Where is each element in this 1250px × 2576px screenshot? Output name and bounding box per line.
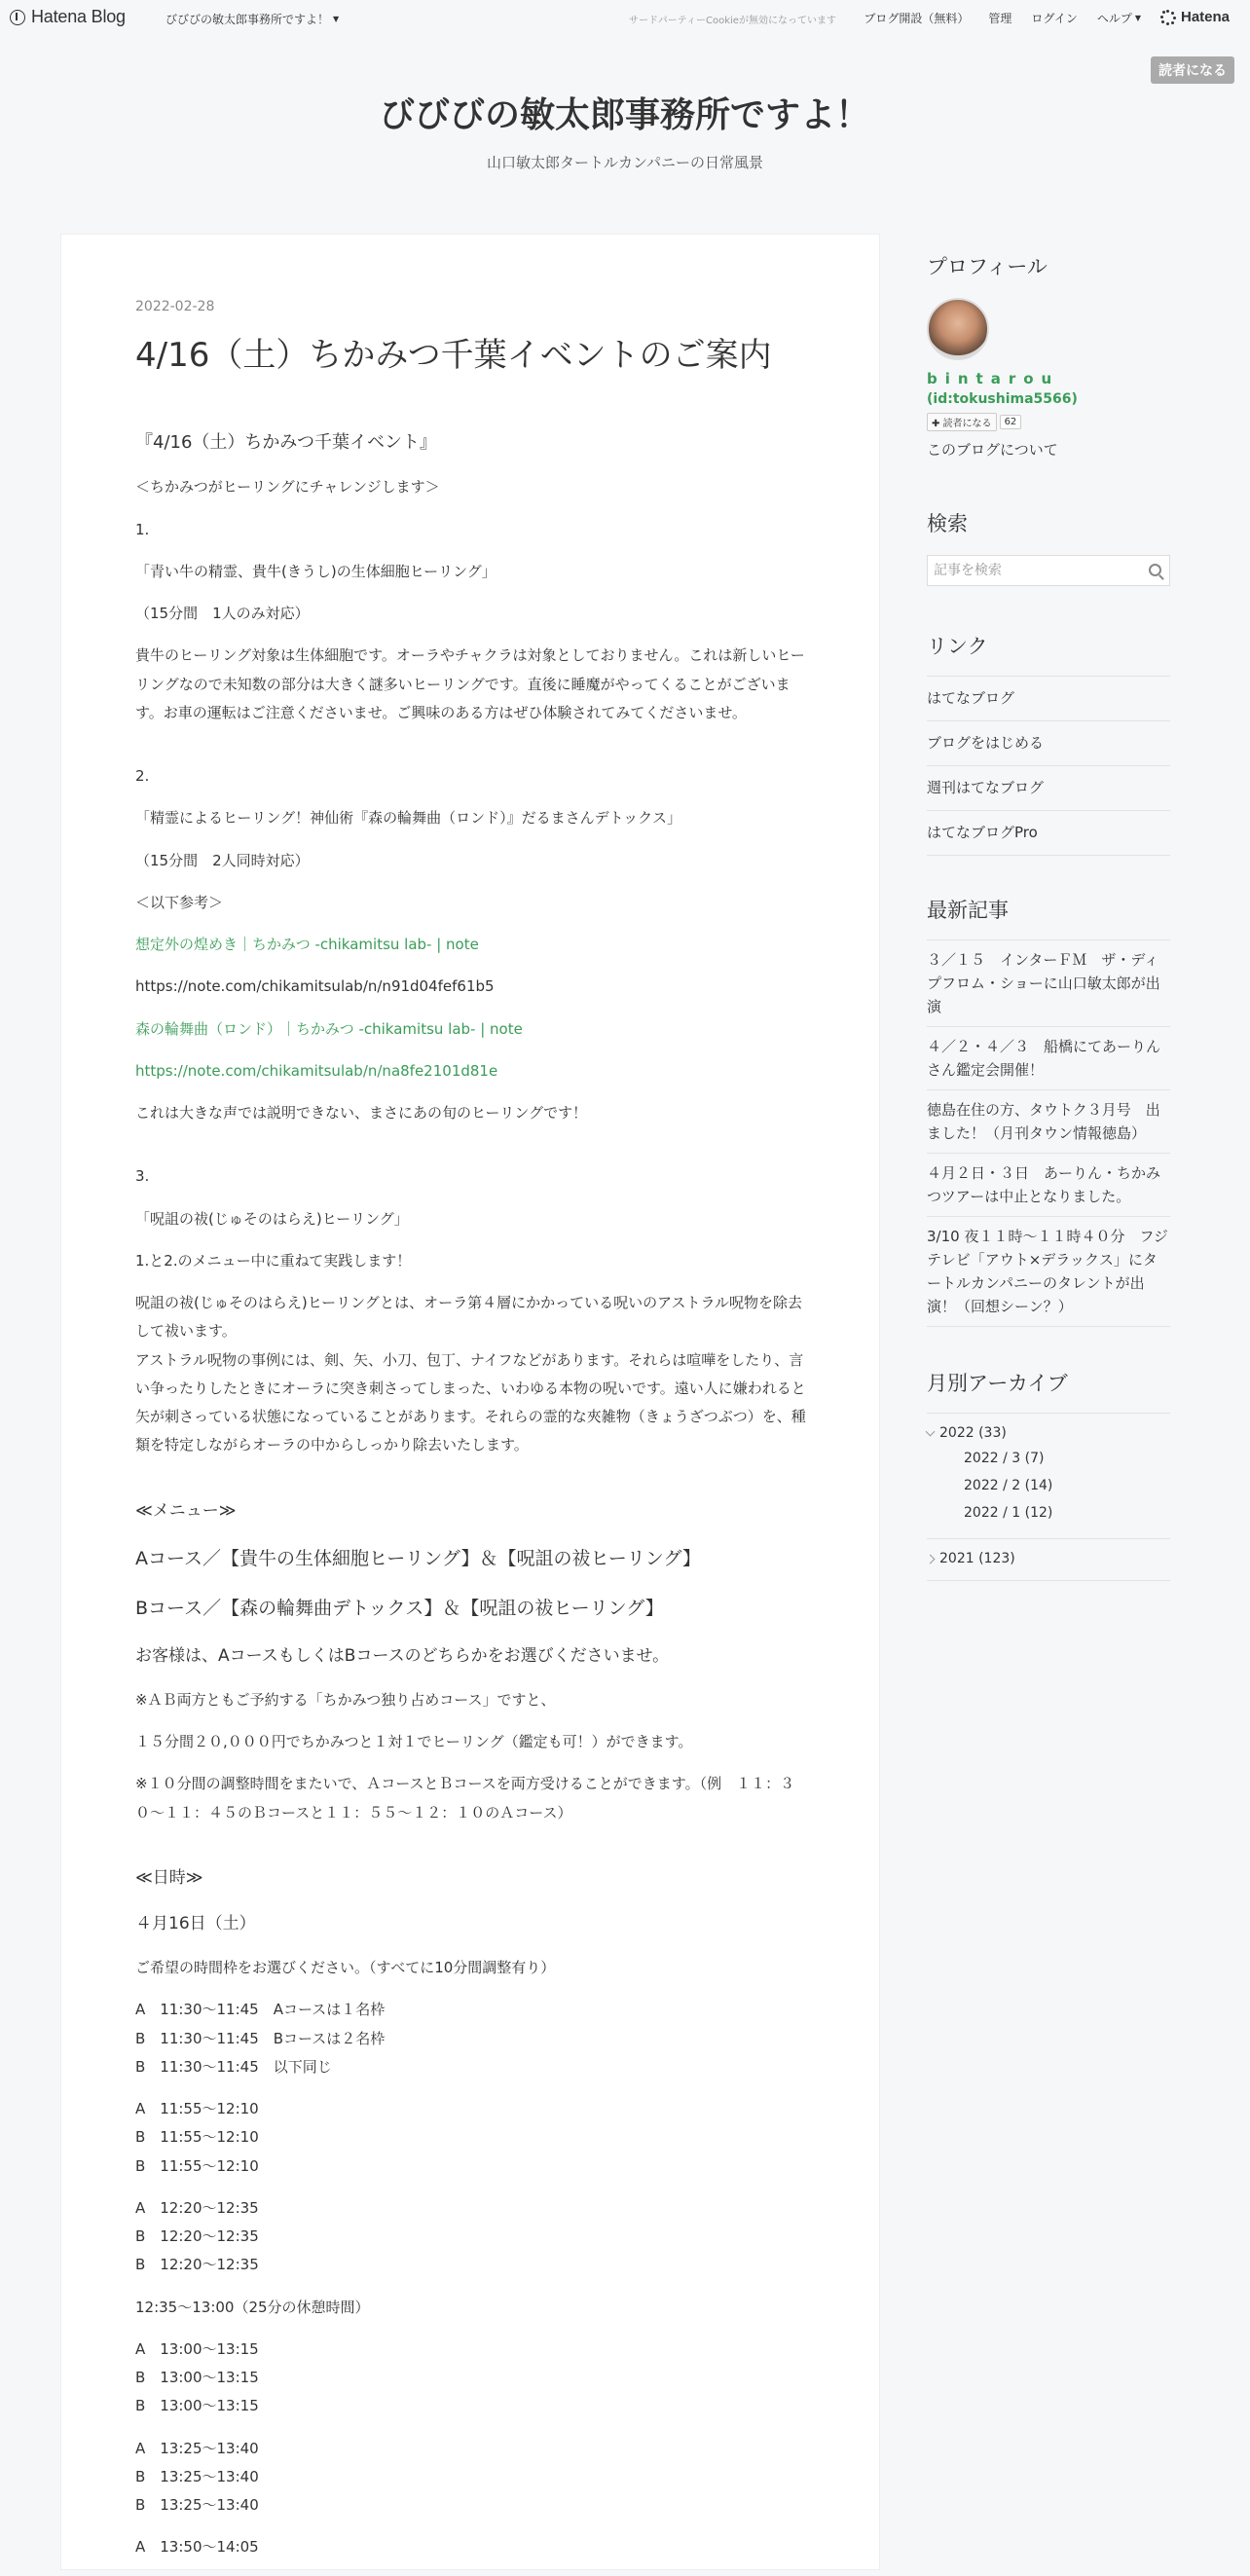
entry-text: ※１０分間の調整時間をまたいで、ＡコースとＢコースを両方受けることができます。（例 １１：３０～１１：４５のＢコースと１１：５５～１２：１０のＡコース） <box>135 1775 795 1822</box>
nav-admin[interactable] <box>988 10 1011 26</box>
time-slot: B 12:20～12:35 <box>135 2227 259 2246</box>
time-slot: A 13:50～14:05 <box>135 2538 259 2557</box>
entry-text: （15分間 1人のみ対応） <box>135 605 310 623</box>
recent-list <box>927 939 1170 1327</box>
time-slot-group <box>135 2435 807 2521</box>
entry-text: 「青い牛の精霊、貴牛(きうし)の生体細胞ヒーリング」 <box>135 562 496 580</box>
archive-module <box>927 1368 1170 1581</box>
entry-paragraph <box>135 1289 807 1460</box>
entry-text: 1. <box>135 520 150 538</box>
entry-text: お客様は、AコースもしくはBコースのどちらかをお選びくださいませ。 <box>135 1645 670 1666</box>
time-slot: B 11:55～12:10 <box>135 2156 259 2175</box>
recent-item[interactable]: ４／２・４／３ 船橋にてあーりんさん鑑定会開催！ <box>927 1027 1170 1090</box>
entry-text: ※ＡＢ両方ともご予約する「ちかみつ独り占めコース」ですと、 <box>135 1690 556 1709</box>
time-slot-group <box>135 2533 807 2561</box>
nav-login[interactable] <box>1031 10 1077 26</box>
search-input[interactable] <box>928 556 1132 585</box>
entry-text: 「精霊によるヒーリング！神仙術『森の輪舞曲（ロンド）』だるまさんデトックス」 <box>135 809 682 828</box>
entry-text: これは大きな声では説明できない、まさにあの旬のヒーリングです！ <box>135 1104 588 1122</box>
blog-name-menu[interactable] <box>165 11 339 27</box>
search-box <box>927 555 1170 586</box>
time-slot: B 13:25～13:40 <box>135 2496 259 2515</box>
entry-text: 「呪詛の祓(じゅそのはらえ)ヒーリング」 <box>135 1209 409 1228</box>
note-url-link[interactable]: https://note.com/chikamitsulab/n/na8fe2101d81e <box>135 1061 498 1080</box>
hatena-blog-logo-text: Hatena Blog <box>31 7 126 26</box>
nav-help[interactable] <box>1097 10 1141 26</box>
spacer <box>135 1841 807 1862</box>
entry-text: ご希望の時間枠をお選びください。（すべてに10分間調整有り） <box>135 1959 556 1977</box>
about-blog-link[interactable]: このブログについて <box>927 441 1058 459</box>
menu-heading: ≪メニュー≫ <box>135 1500 237 1521</box>
course-a: Aコース／【貴牛の生体細胞ヒーリング】＆【呪詛の祓ヒーリング】 <box>135 1547 701 1569</box>
time-slot-group <box>135 2336 807 2421</box>
avatar[interactable] <box>927 298 989 360</box>
time-slot: B 12:20～12:35 <box>135 2256 259 2274</box>
link-item[interactable]: ブログをはじめる <box>927 721 1170 766</box>
profile-subscribe <box>927 413 1170 431</box>
entry-text: １５分間２０,０００円でちかみつと１対１でヒーリング（鑑定も可！）ができます。 <box>135 1733 693 1751</box>
note-link[interactable]: 森の輪舞曲（ロンド）｜ちかみつ -chikamitsu lab- | note <box>135 1019 523 1038</box>
entry <box>135 299 807 2576</box>
time-slot: A 13:00～13:15 <box>135 2339 259 2358</box>
archive-title: 月別アーカイブ <box>927 1372 1068 1395</box>
entry-text: 3. <box>135 1167 150 1186</box>
link-item[interactable]: はてなブログPro <box>927 811 1170 856</box>
profile-name[interactable]: bintarou <box>927 370 1060 387</box>
entry-text: 1.と2.のメニュー中に重ねて実践します！ <box>135 1251 412 1270</box>
blog-name-label: びびびの敏太郎事務所ですよ！ <box>165 13 330 26</box>
entry-url-text: https://note.com/chikamitsulab/n/n91d04fef61b5 <box>135 977 495 996</box>
search-title: 検索 <box>927 512 968 535</box>
time-slot: B 11:55～12:10 <box>135 2128 259 2147</box>
recent-title: 最新記事 <box>927 899 1009 922</box>
time-slot: B 13:00～13:15 <box>135 2397 259 2415</box>
main-content <box>60 234 880 2570</box>
archive-list <box>927 1413 1170 1581</box>
archive-year-label: 2021 (123) <box>939 1551 1015 1566</box>
profile-module <box>927 251 1170 460</box>
entry-title[interactable]: 4/16（土）ちかみつ千葉イベントのご案内 <box>135 336 772 375</box>
hatena-blog-logo[interactable] <box>10 7 126 27</box>
archive-year-label: 2022 (33) <box>939 1425 1007 1441</box>
profile-id[interactable]: (id:tokushima5566) <box>927 391 1078 407</box>
links-title: リンク <box>927 635 988 658</box>
archive-month[interactable]: 2022 / 3 (7) <box>964 1451 1045 1466</box>
caret-down-icon: ▼ <box>333 15 340 23</box>
link-item[interactable]: 週刊はてなブログ <box>927 766 1170 811</box>
sidebar <box>927 251 1170 1581</box>
archive-year-2021[interactable] <box>927 1538 1170 1581</box>
blog-title[interactable]: びびびの敏太郎事務所ですよ！ <box>379 95 870 135</box>
hatena-dots-icon <box>1160 10 1176 25</box>
time-slot: A 11:55～12:10 <box>135 2100 259 2118</box>
subscriber-count[interactable]: 62 <box>1000 415 1022 429</box>
profile-subscribe-label: 読者になる <box>942 419 992 429</box>
entry-text: アストラル呪物の事例には、剣、矢、小刀、包丁、ナイフなどがあります。それらは喧嘩をしたり、言い争ったりしたときにオーラに突き刺さってしまった、いわゆる本物の呪いです。遠い人に嫌われると矢が刺さっている状態になっていることがあります。それらの霊的な夾雑物（きょうざつぶつ）を、種類を特定しながらオーラの中からしっかり除去いたします。 <box>135 1350 806 1454</box>
note-link[interactable]: 想定外の煌めき｜ちかみつ -chikamitsu lab- | note <box>135 936 479 954</box>
time-slot: B 13:00～13:15 <box>135 2369 259 2387</box>
search-icon[interactable] <box>1149 564 1161 576</box>
recent-item[interactable]: ３／１５ インターＦＭ ザ・ディプフロム・ショーに山口敏太郎が出演 <box>927 940 1170 1027</box>
archive-month[interactable]: 2022 / 2 (14) <box>964 1478 1053 1493</box>
spacer <box>135 1474 807 1495</box>
time-slot: B 11:30～11:45 Bコースは２名枠 <box>135 2029 386 2047</box>
recent-item[interactable]: ４月２日・３日 あーりん・ちかみつツアーは中止となりました。 <box>927 1154 1170 1217</box>
plus-icon: ✚ <box>932 419 943 429</box>
entry-date[interactable]: 2022-02-28 <box>135 299 215 314</box>
time-slot: A 11:30～11:45 Aコースは１名枠 <box>135 2001 386 2019</box>
entry-text: ＜ちかみつがヒーリングにチャレンジします＞ <box>135 478 440 497</box>
global-header <box>0 0 1250 36</box>
hatena-blog-logo-icon <box>10 10 25 25</box>
time-slot-group <box>135 1996 807 2081</box>
blog-description: 山口敏太郎タートルカンパニーの日常風景 <box>487 154 763 171</box>
subscribe-button[interactable]: 読者になる <box>1151 56 1234 84</box>
hatena-menu[interactable] <box>1160 9 1230 25</box>
time-slot-group <box>135 2194 807 2280</box>
chevron-right-icon <box>926 1554 936 1564</box>
entry-text: 貴牛のヒーリング対象は生体細胞です。オーラやチャクラは対象としておりません。これは新しいヒーリングなので未知数の部分は大きく謎多いヒーリングです。直後に睡魔がやってくることがございます。お車の運転はご注意くださいませ。ご興味のある方はぜひ体験されてみてくださいませ。 <box>135 646 805 721</box>
spacer <box>135 1141 807 1162</box>
nav-start-blog-label: ブログ開設（無料） <box>864 12 970 25</box>
cookie-notice[interactable]: サードパーティーCookieが無効になっています <box>629 16 836 26</box>
link-item[interactable]: はてなブログ <box>927 677 1170 721</box>
entry-content <box>135 425 807 2562</box>
links-list <box>927 676 1170 856</box>
spacer <box>135 741 807 762</box>
links-module <box>927 631 1170 856</box>
schedule-date: ４月16日（土） <box>135 1914 256 1934</box>
nav-start-blog[interactable] <box>864 10 969 26</box>
search-module <box>927 508 1170 586</box>
time-slot-group <box>135 2095 807 2181</box>
time-slot: A 12:20～12:35 <box>135 2198 259 2217</box>
profile-title: プロフィール <box>927 255 1048 278</box>
caret-down-icon: ▼ <box>1134 14 1141 22</box>
break-time: 12:35～13:00（25分の休憩時間） <box>135 2298 370 2316</box>
schedule-heading: ≪日時≫ <box>135 1867 203 1888</box>
recent-item[interactable]: 3/10 夜１１時～１１時４０分 フジテレビ「アウト×デラックス」にタートルカンパニーのタレントが出演！（回想シーン？） <box>927 1217 1170 1327</box>
entry-text: 2. <box>135 767 150 786</box>
recent-module <box>927 895 1170 1327</box>
nav-login-label: ログイン <box>1031 12 1078 25</box>
entry-text: （15分間 2人同時対応） <box>135 851 310 869</box>
entry-heading: 『4/16（土）ちかみつ千葉イベント』 <box>135 432 438 454</box>
profile-subscribe-button[interactable] <box>927 413 997 431</box>
time-slot: A 13:25～13:40 <box>135 2439 259 2457</box>
hatena-menu-label: Hatena <box>1181 9 1231 25</box>
time-slot: B 13:25～13:40 <box>135 2467 259 2485</box>
entry-text: 呪詛の祓(じゅそのはらえ)ヒーリングとは、オーラ第４層にかかっている呪いのアストラル呪物を除去して祓います。 <box>135 1294 803 1341</box>
nav-admin-label: 管理 <box>988 12 1012 25</box>
chevron-down-icon <box>926 1426 936 1436</box>
entry-text: ＜以下参考＞ <box>135 893 224 911</box>
archive-month[interactable]: 2022 / 1 (12) <box>964 1505 1053 1521</box>
nav-help-label: ヘルプ <box>1096 12 1132 25</box>
course-b: Bコース／【森の輪舞曲デトックス】＆【呪詛の祓ヒーリング】 <box>135 1597 664 1619</box>
archive-year-2022[interactable] <box>927 1414 1170 1445</box>
time-slot: B 11:30～11:45 以下同じ <box>135 2057 332 2076</box>
recent-item[interactable]: 徳島在住の方、タウトク３月号 出ました！（月刊タウン情報徳島） <box>927 1090 1170 1154</box>
